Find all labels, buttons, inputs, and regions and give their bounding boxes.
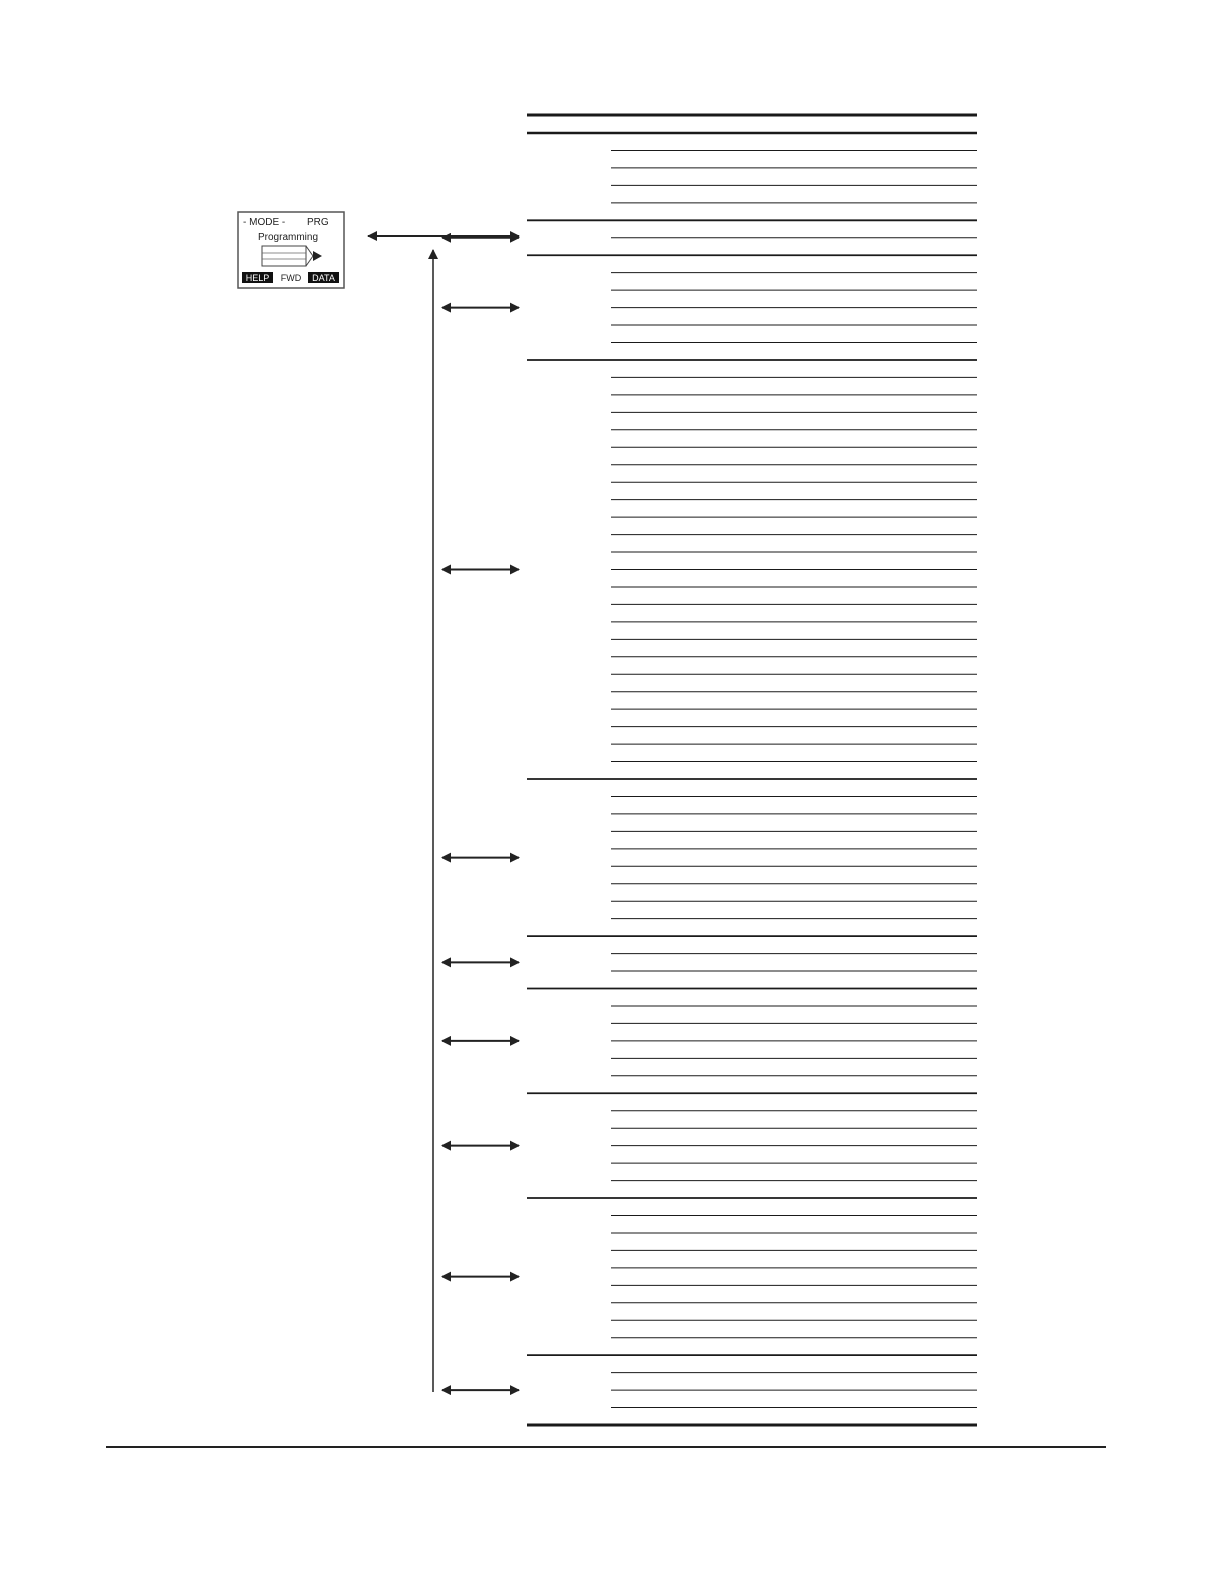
operator-display: [238, 212, 344, 288]
group-arrows: [442, 238, 519, 1390]
mode-name: Programming: [257, 232, 319, 243]
data-key[interactable]: [308, 272, 339, 283]
parameter-table: [527, 115, 977, 1425]
mode-code: PRG: [307, 217, 329, 228]
help-key[interactable]: [242, 272, 273, 283]
svg-text:DATA: DATA: [312, 273, 335, 283]
svg-text:HELP: HELP: [245, 273, 270, 283]
mode-label: - MODE -: [243, 217, 286, 228]
fwd-key-label: FWD: [280, 273, 302, 283]
